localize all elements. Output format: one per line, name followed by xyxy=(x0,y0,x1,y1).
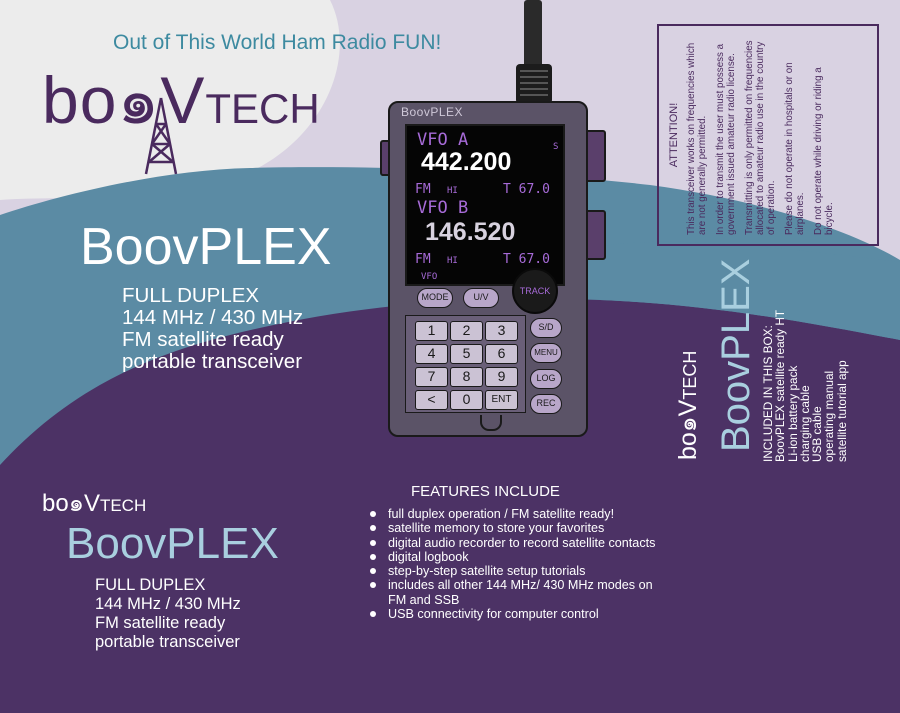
product-specs xyxy=(122,285,303,373)
product-title: BoovPLEX xyxy=(80,218,332,276)
attention-paragraph: Please do not operate in hospitals or on airplanes. xyxy=(784,62,806,235)
features-title: FEATURES INCLUDE xyxy=(411,483,560,500)
spec-line: FM satellite ready xyxy=(122,328,284,351)
brand-logo-part2: V xyxy=(160,63,206,137)
included-item: Li-ion battery pack xyxy=(785,365,800,462)
key-7[interactable]: 7 xyxy=(415,367,448,387)
tagline: Out of This World Ham Radio FUN! xyxy=(113,31,442,54)
radio-display xyxy=(405,124,565,286)
track-button[interactable]: TRACK xyxy=(512,268,558,314)
spec-line: FM satellite ready xyxy=(95,614,226,632)
brand-logo-part3: TECH xyxy=(680,350,700,400)
keypad xyxy=(405,315,526,413)
included-list xyxy=(762,272,848,462)
spec-line: FULL DUPLEX xyxy=(122,284,260,307)
product-title-secondary: BoovPLEX xyxy=(66,519,279,568)
key-4[interactable]: 4 xyxy=(415,344,448,364)
brand-logo-part1: bo xyxy=(42,490,69,517)
brand-logo-part1: bo xyxy=(674,432,702,460)
attention-paragraph: This transceiver works on frequencies which are not generally permitted. xyxy=(686,42,708,235)
included-item: charging cable xyxy=(797,385,812,462)
spec-line: portable transceiver xyxy=(122,350,303,373)
key-6[interactable]: 6 xyxy=(485,344,518,364)
speaker-grille xyxy=(480,415,502,431)
swirl-icon: ๑ xyxy=(674,416,702,433)
spec-line: 144 MHz / 430 MHz xyxy=(122,306,304,329)
key-1[interactable]: 1 xyxy=(415,321,448,341)
vfo-b-label: VFO B xyxy=(417,198,469,218)
key-0[interactable]: 0 xyxy=(450,390,483,410)
radio-label: BoovPLEX xyxy=(401,105,464,119)
feature-item: satellite memory to store your favorites xyxy=(370,521,670,535)
included-item: satellite tutorial app xyxy=(834,360,849,462)
vfo-b-power: HI xyxy=(447,256,458,266)
spec-line: portable transceiver xyxy=(95,633,240,651)
vfo-a-label: VFO A xyxy=(417,130,469,150)
vfo-a-power: HI xyxy=(447,186,458,196)
included-item: USB cable xyxy=(810,406,825,462)
feature-item: digital audio recorder to record satellite contacts xyxy=(370,536,670,550)
brand-logo-part2: V xyxy=(674,399,702,417)
included-item: BoovPLEX satellite ready HT xyxy=(773,309,788,462)
vfo-a-frequency: 442.200 xyxy=(421,148,512,176)
brand-logo-part2: V xyxy=(83,490,100,517)
key-9[interactable]: 9 xyxy=(485,367,518,387)
vfo-a-mode: FM xyxy=(415,182,431,197)
brand-logo-small xyxy=(42,483,146,522)
vfo-button-label: VFO xyxy=(421,272,438,282)
side-product-title: BoovPLEX xyxy=(714,258,758,452)
side-brand-logo xyxy=(668,351,708,460)
brand-logo-part3: TECH xyxy=(205,85,320,132)
antenna-base xyxy=(516,64,552,104)
key-5[interactable]: 5 xyxy=(450,344,483,364)
included-title: INCLUDED IN THIS BOX: xyxy=(761,325,775,462)
vfo-b-frequency: 146.520 xyxy=(425,218,516,246)
vfo-a-indicator: S xyxy=(553,142,559,152)
antenna xyxy=(524,0,542,72)
rec-button[interactable]: REC xyxy=(530,394,562,414)
swirl-icon: ๑ xyxy=(117,63,161,137)
uv-button[interactable]: U/V xyxy=(463,288,499,308)
feature-item: USB connectivity for computer control xyxy=(370,607,670,621)
attention-text xyxy=(669,35,842,235)
feature-item: includes all other 144 MHz/ 430 MHz modes on FM and SSB xyxy=(370,578,670,607)
spec-line: FULL DUPLEX xyxy=(95,576,206,594)
features-list xyxy=(370,507,670,621)
brand-logo-part1: bo xyxy=(42,63,118,137)
feature-item: full duplex operation / FM satellite ready! xyxy=(370,507,670,521)
mode-button[interactable]: MODE xyxy=(417,288,453,308)
product-specs-secondary xyxy=(95,576,241,652)
feature-item: step-by-step satellite setup tutorials xyxy=(370,564,670,578)
attention-paragraph: In order to transmit the user must possess a government issued amateur radio license. xyxy=(715,43,737,235)
key-3[interactable]: 3 xyxy=(485,321,518,341)
sd-button[interactable]: S/D xyxy=(530,318,562,338)
vfo-a-tone: T 67.0 xyxy=(503,182,550,197)
brand-logo-part3: TECH xyxy=(99,496,147,515)
key-2[interactable]: 2 xyxy=(450,321,483,341)
key-enter[interactable]: ENT xyxy=(485,390,518,410)
key-back[interactable]: < xyxy=(415,390,448,410)
attention-title: ATTENTION! xyxy=(668,102,680,168)
attention-paragraph: Transmitting is only permitted on frequencies allocated to amateur radio use in the country of operation. xyxy=(744,40,777,235)
menu-button[interactable]: MENU xyxy=(530,343,562,363)
included-item: operating manual xyxy=(822,370,837,462)
radio-tower-icon xyxy=(138,96,184,176)
vfo-b-mode: FM xyxy=(415,252,431,267)
swirl-icon: ๑ xyxy=(68,490,84,517)
spec-line: 144 MHz / 430 MHz xyxy=(95,595,241,613)
attention-paragraph: Do not operate while driving or riding a bicycle. xyxy=(813,67,835,235)
vfo-b-tone: T 67.0 xyxy=(503,252,550,267)
key-8[interactable]: 8 xyxy=(450,367,483,387)
log-button[interactable]: LOG xyxy=(530,369,562,389)
feature-item: digital logbook xyxy=(370,550,670,564)
